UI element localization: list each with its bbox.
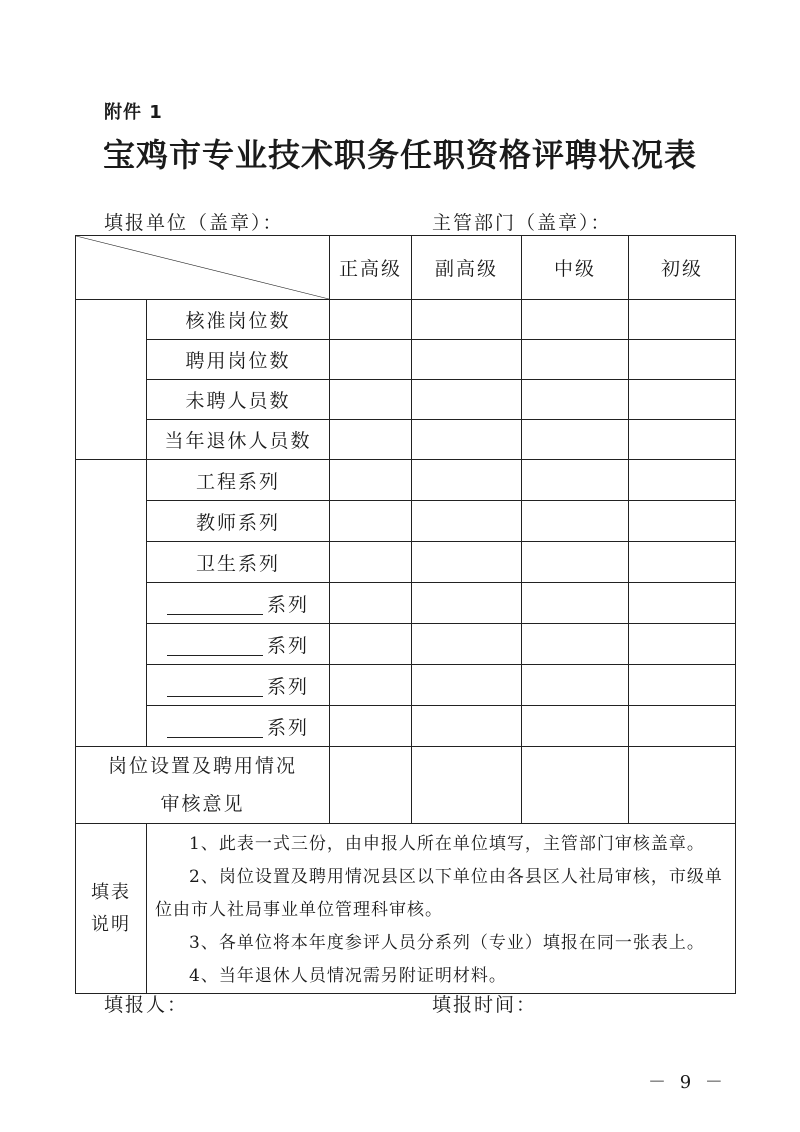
fill-time-label: 填报时间： [432,994,538,1016]
series-suffix: 系列 [266,593,309,616]
table-row [76,542,736,583]
table-row [76,583,736,624]
data-cell[interactable] [629,460,736,501]
table-row [76,420,736,460]
data-cell[interactable] [330,583,412,624]
data-cell[interactable] [330,501,412,542]
data-cell[interactable] [522,501,629,542]
data-cell[interactable] [330,665,412,706]
data-cell[interactable] [412,542,522,583]
review-label-line2: 审核意见 [160,793,245,815]
data-cell[interactable] [412,300,522,340]
data-cell[interactable] [412,420,522,460]
data-cell[interactable] [629,300,736,340]
data-cell[interactable] [522,665,629,706]
data-cell[interactable] [412,501,522,542]
attachment-label: 附件 1 [104,102,163,123]
review-label-cell [76,747,330,824]
column-header: 初级 [629,236,736,300]
data-cell[interactable] [412,747,522,824]
notes-label-line1: 填表 [91,881,131,903]
data-cell[interactable] [412,665,522,706]
data-cell[interactable] [522,340,629,380]
data-cell[interactable] [412,624,522,665]
row-label [147,624,330,665]
row-label: 教师系列 [147,501,330,542]
row-label [147,665,330,706]
table-row [76,460,736,501]
row-label: 未聘人员数 [147,380,330,420]
data-cell[interactable] [629,380,736,420]
notes-label-cell [76,824,147,994]
series-name-blank[interactable] [167,715,263,738]
column-header: 中级 [522,236,629,300]
row-label: 当年退休人员数 [147,420,330,460]
note-item: 4、当年退休人员情况需另附证明材料。 [189,966,507,986]
data-cell[interactable] [629,583,736,624]
data-cell[interactable] [522,420,629,460]
data-cell[interactable] [330,420,412,460]
data-cell[interactable] [522,583,629,624]
notes-row [76,824,736,994]
page-number: － 9 － [648,1072,727,1093]
row-label: 工程系列 [147,460,330,501]
row-label [147,583,330,624]
data-cell[interactable] [629,340,736,380]
series-suffix: 系列 [266,716,309,739]
data-cell[interactable] [330,380,412,420]
data-cell[interactable] [522,300,629,340]
table-row [76,624,736,665]
series-suffix: 系列 [266,675,309,698]
series-name-blank[interactable] [167,592,263,615]
data-cell[interactable] [629,747,736,824]
data-cell[interactable] [412,460,522,501]
data-cell[interactable] [412,340,522,380]
data-cell[interactable] [522,747,629,824]
data-cell[interactable] [412,380,522,420]
group2-side-cell [76,460,147,747]
evaluation-table [75,235,736,994]
filling-unit-label: 填报单位（盖章）： [104,212,284,234]
data-cell[interactable] [629,420,736,460]
data-cell[interactable] [522,706,629,747]
data-cell[interactable] [330,340,412,380]
table-row [76,665,736,706]
column-header: 正高级 [330,236,412,300]
table-row [76,300,736,340]
group1-side-cell [76,300,147,460]
note-item: 3、各单位将本年度参评人员分系列（专业）填报在同一张表上。 [189,933,705,953]
data-cell[interactable] [522,380,629,420]
row-label [147,706,330,747]
series-name-blank[interactable] [167,674,263,697]
row-label: 聘用岗位数 [147,340,330,380]
row-label: 核准岗位数 [147,300,330,340]
series-suffix: 系列 [266,634,309,657]
data-cell[interactable] [629,542,736,583]
diagonal-line [76,236,329,299]
filler-label: 填报人： [104,994,189,1016]
data-cell[interactable] [522,624,629,665]
data-cell[interactable] [629,501,736,542]
table-row [76,340,736,380]
data-cell[interactable] [330,624,412,665]
data-cell[interactable] [412,706,522,747]
supervising-dept-label: 主管部门（盖章）： [432,212,612,234]
note-item: 1、此表一式三份，由申报人所在单位填写，主管部门审核盖章。 [189,834,705,854]
note-item: 2、岗位设置及聘用情况县区以下单位由各县区人社局审核，市级单位由市人社局事业单位管理科审核。 [155,867,723,920]
data-cell[interactable] [330,706,412,747]
notes-content [147,824,736,994]
review-row [76,747,736,824]
row-label: 卫生系列 [147,542,330,583]
data-cell[interactable] [629,624,736,665]
review-label-line1: 岗位设置及聘用情况 [107,755,297,777]
data-cell[interactable] [330,747,412,824]
data-cell[interactable] [412,583,522,624]
diagonal-header-cell [76,236,330,300]
table-row [76,380,736,420]
table-row [76,501,736,542]
column-header: 副高级 [412,236,522,300]
notes-label-line2: 说明 [91,913,131,935]
data-cell[interactable] [330,542,412,583]
table-header-row [76,236,736,300]
data-cell[interactable] [522,542,629,583]
data-cell[interactable] [629,665,736,706]
series-name-blank[interactable] [167,633,263,656]
data-cell[interactable] [629,706,736,747]
data-cell[interactable] [330,300,412,340]
data-cell[interactable] [522,460,629,501]
data-cell[interactable] [330,460,412,501]
form-title: 宝鸡市专业技术职务任职资格评聘状况表 [102,136,697,174]
table-row [76,706,736,747]
